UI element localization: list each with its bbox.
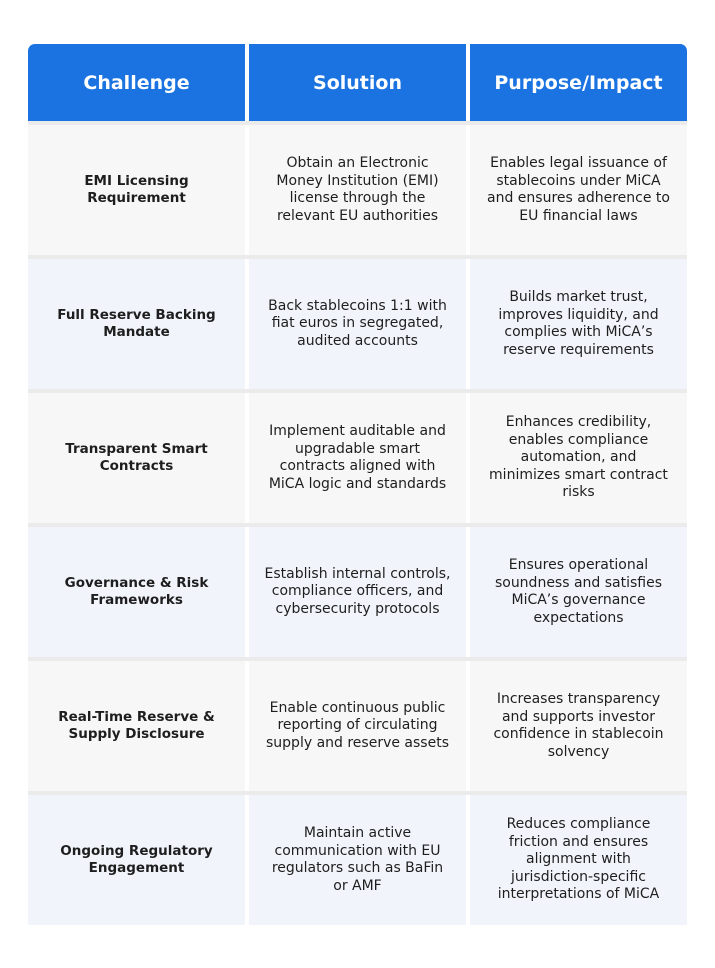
solution-cell: Maintain active communication with EU regulators such as BaFin or AMF <box>249 795 466 925</box>
impact-cell: Reduces compliance friction and ensures alignment with jurisdiction-specific interpretations of MiCA <box>470 795 687 925</box>
impact-cell: Builds market trust, improves liquidity, and complies with MiCA’s reserve requirements <box>470 259 687 389</box>
challenge-cell: Real-Time Reserve & Supply Disclosure <box>28 661 245 791</box>
impact-cell: Enables legal issuance of stablecoins under MiCA and ensures adherence to EU financial laws <box>470 125 687 255</box>
challenge-cell: Ongoing Regulatory Engagement <box>28 795 245 925</box>
header-challenge: Challenge <box>28 44 245 121</box>
header-solution: Solution <box>249 44 466 121</box>
header-purpose-impact: Purpose/Impact <box>470 44 687 121</box>
impact-cell: Ensures operational soundness and satisfies MiCA’s governance expectations <box>470 527 687 657</box>
challenge-cell: EMI Licensing Requirement <box>28 125 245 255</box>
solution-cell: Implement auditable and upgradable smart contracts aligned with MiCA logic and standards <box>249 393 466 523</box>
solution-cell: Obtain an Electronic Money Institution (EMI) license through the relevant EU authorities <box>249 125 466 255</box>
impact-cell: Increases transparency and supports investor confidence in stablecoin solvency <box>470 661 687 791</box>
challenge-cell: Full Reserve Backing Mandate <box>28 259 245 389</box>
challenge-cell: Governance & Risk Frameworks <box>28 527 245 657</box>
impact-cell: Enhances credibility, enables compliance automation, and minimizes smart contract risks <box>470 393 687 523</box>
solution-cell: Enable continuous public reporting of circulating supply and reserve assets <box>249 661 466 791</box>
mica-challenges-table <box>28 44 687 925</box>
challenge-cell: Transparent Smart Contracts <box>28 393 245 523</box>
solution-cell: Establish internal controls, compliance officers, and cybersecurity protocols <box>249 527 466 657</box>
solution-cell: Back stablecoins 1:1 with fiat euros in segregated, audited accounts <box>249 259 466 389</box>
